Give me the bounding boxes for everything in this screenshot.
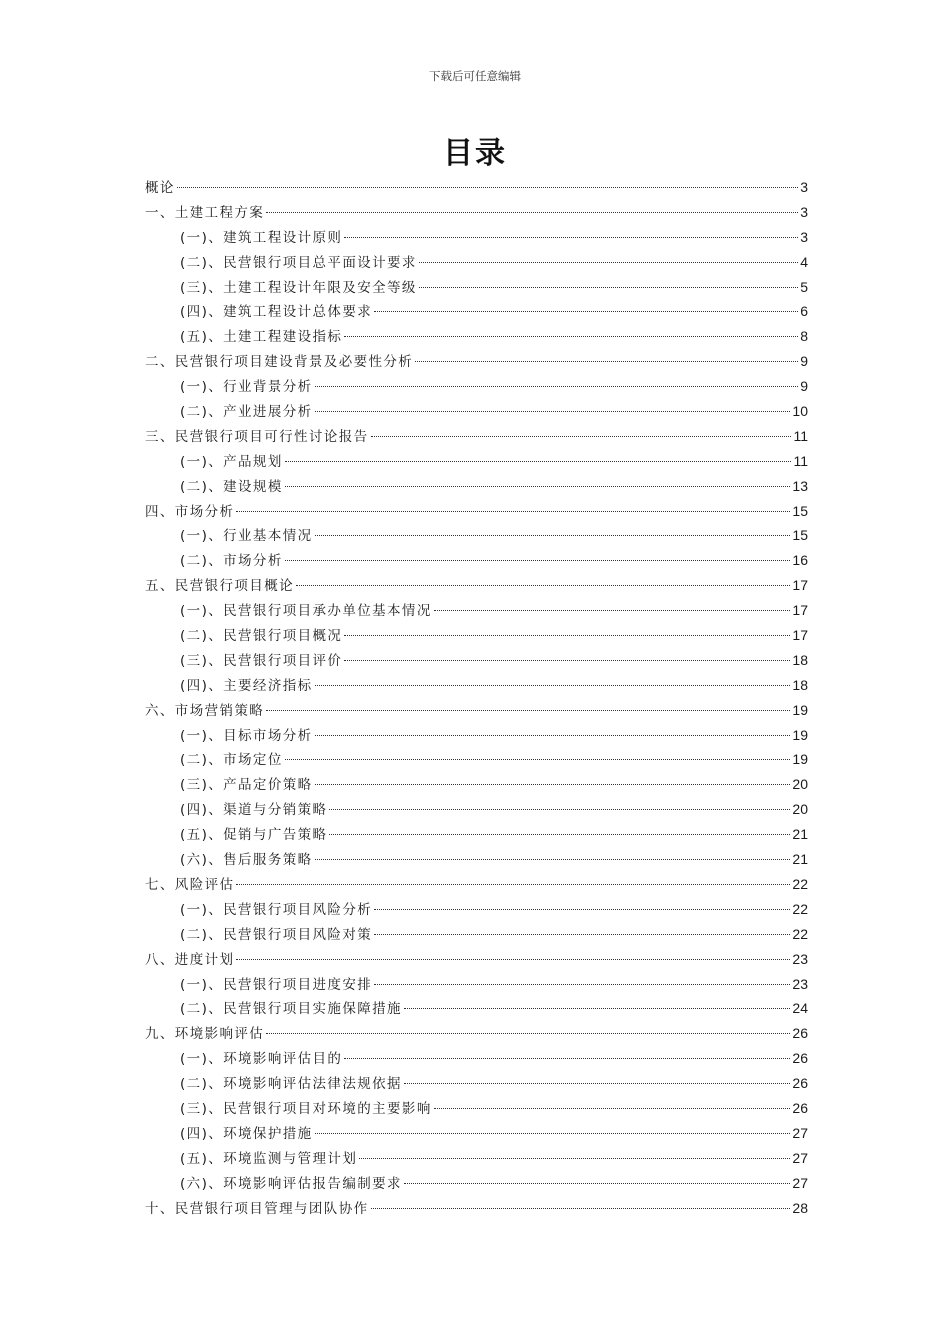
toc-entry[interactable] xyxy=(145,1146,808,1171)
toc-entry[interactable] xyxy=(145,374,808,399)
toc-entry-label: (二)、市场定位 xyxy=(180,752,283,769)
toc-entry-label: (二)、市场分析 xyxy=(180,553,283,570)
dot-leader xyxy=(315,859,791,860)
toc-entry-label: (一)、民营银行项目承办单位基本情况 xyxy=(180,603,432,620)
toc-entry-page-number: 9 xyxy=(800,378,808,395)
toc-entry-label: 一、土建工程方案 xyxy=(145,204,265,221)
toc-entry[interactable] xyxy=(145,474,808,499)
toc-entry-page-number: 26 xyxy=(792,1050,808,1067)
toc-entry-page-number: 17 xyxy=(792,627,808,644)
toc-entry[interactable] xyxy=(145,523,808,548)
toc-entry[interactable] xyxy=(145,1096,808,1121)
toc-entry-page-number: 24 xyxy=(792,1000,808,1017)
toc-entry-label: (一)、目标市场分析 xyxy=(180,727,313,744)
toc-entry[interactable] xyxy=(145,1121,808,1146)
toc-entry-page-number: 23 xyxy=(792,975,808,992)
toc-entry[interactable] xyxy=(145,573,808,598)
toc-entry-page-number: 8 xyxy=(800,328,808,345)
dot-leader xyxy=(236,511,790,512)
toc-entry-label: (三)、产品定价策略 xyxy=(180,777,313,794)
toc-entry-page-number: 19 xyxy=(792,726,808,743)
toc-entry-label: (四)、主要经济指标 xyxy=(180,677,313,694)
toc-entry-page-number: 3 xyxy=(800,179,808,195)
toc-entry-label: (二)、产业进展分析 xyxy=(180,404,313,421)
toc-entry-page-number: 3 xyxy=(800,203,808,220)
toc-entry[interactable] xyxy=(145,996,808,1021)
toc-entry-label: (二)、环境影响评估法律法规依据 xyxy=(180,1076,402,1093)
toc-entry-label: (六)、环境影响评估报告编制要求 xyxy=(180,1175,402,1192)
toc-entry-label: (二)、民营银行项目实施保障措施 xyxy=(180,1001,402,1018)
toc-entry-label: (五)、促销与广告策略 xyxy=(180,827,328,844)
dot-leader xyxy=(434,1108,791,1109)
toc-entry[interactable] xyxy=(145,897,808,922)
toc-entry-page-number: 20 xyxy=(792,801,808,818)
toc-entry[interactable] xyxy=(145,250,808,275)
toc-entry-page-number: 26 xyxy=(792,1099,808,1116)
dot-leader xyxy=(374,984,790,985)
dot-leader xyxy=(236,884,790,885)
header-note: 下载后可任意编辑 xyxy=(429,69,521,83)
toc-entry[interactable] xyxy=(145,872,808,897)
dot-leader xyxy=(374,311,798,312)
toc-entry-label: 十、民营银行项目管理与团队协作 xyxy=(145,1200,369,1217)
dot-leader xyxy=(296,585,790,586)
toc-entry[interactable] xyxy=(145,1196,808,1221)
toc-entry[interactable] xyxy=(145,723,808,748)
toc-entry[interactable] xyxy=(145,399,808,424)
toc-entry-label: (二)、建设规模 xyxy=(180,478,283,495)
toc-entry-page-number: 22 xyxy=(792,875,808,892)
dot-leader xyxy=(315,685,791,686)
toc-entry-label: (三)、土建工程设计年限及安全等级 xyxy=(180,279,417,296)
dot-leader xyxy=(404,1008,790,1009)
dot-leader xyxy=(434,610,791,611)
dot-leader xyxy=(315,386,799,387)
toc-title: 目录 xyxy=(443,136,507,171)
dot-leader xyxy=(371,1208,791,1209)
toc-entry-label: (四)、建筑工程设计总体要求 xyxy=(180,304,373,321)
toc-entry-label: (五)、环境监测与管理计划 xyxy=(180,1150,358,1167)
toc-entry-page-number: 22 xyxy=(792,925,808,942)
dot-leader xyxy=(404,1183,790,1184)
dot-leader xyxy=(374,909,790,910)
toc-entry[interactable] xyxy=(145,299,808,324)
toc-entry-page-number: 11 xyxy=(793,452,808,469)
dot-leader xyxy=(177,187,798,188)
dot-leader xyxy=(371,436,792,437)
toc-entry[interactable] xyxy=(145,623,808,648)
toc-entry-page-number: 20 xyxy=(792,776,808,793)
toc-entry-label: 三、民营银行项目可行性讨论报告 xyxy=(145,428,369,445)
toc-entry-label: (三)、民营银行项目评价 xyxy=(180,652,343,669)
dot-leader xyxy=(404,1083,790,1084)
toc-entry-label: (一)、行业背景分析 xyxy=(180,379,313,396)
toc-entry[interactable] xyxy=(145,175,808,200)
toc-entry[interactable] xyxy=(145,673,808,698)
dot-leader xyxy=(419,287,798,288)
dot-leader xyxy=(315,411,791,412)
toc-entry[interactable] xyxy=(145,772,808,797)
toc-entry-label: 九、环境影响评估 xyxy=(145,1026,265,1043)
toc-entry[interactable] xyxy=(145,200,808,225)
toc-entry-label: (四)、环境保护措施 xyxy=(180,1125,313,1142)
toc-entry[interactable] xyxy=(145,225,808,250)
toc-entry-label: (二)、民营银行项目总平面设计要求 xyxy=(180,254,417,271)
toc-entry-page-number: 22 xyxy=(792,900,808,917)
toc-entry-label: 六、市场营销策略 xyxy=(145,702,265,719)
dot-leader xyxy=(344,336,798,337)
dot-leader xyxy=(329,834,790,835)
dot-leader xyxy=(315,535,791,536)
dot-leader xyxy=(266,212,798,213)
toc-entry-page-number: 19 xyxy=(792,701,808,718)
toc-entry-page-number: 21 xyxy=(792,826,808,843)
toc-entry-label: (二)、民营银行项目概况 xyxy=(180,628,343,645)
toc-entry[interactable] xyxy=(145,747,808,772)
dot-leader xyxy=(285,461,792,462)
toc-entry[interactable] xyxy=(145,499,808,524)
toc-entry-page-number: 21 xyxy=(792,851,808,868)
toc-entry-page-number: 28 xyxy=(792,1199,808,1216)
toc-entry-label: 八、进度计划 xyxy=(145,951,235,968)
toc-entry-label: (二)、民营银行项目风险对策 xyxy=(180,926,373,943)
toc-entry-label: 五、民营银行项目概论 xyxy=(145,578,294,595)
toc-entry-page-number: 26 xyxy=(792,1025,808,1042)
toc-entry-label: 概论 xyxy=(145,180,175,196)
toc-entry[interactable] xyxy=(145,449,808,474)
toc-entry-page-number: 6 xyxy=(800,303,808,320)
toc-entry[interactable] xyxy=(145,648,808,673)
toc-entry-page-number: 17 xyxy=(792,602,808,619)
toc-entry-label: (五)、土建工程建设指标 xyxy=(180,329,343,346)
toc-entry-label: (一)、行业基本情况 xyxy=(180,528,313,545)
dot-leader xyxy=(344,1058,790,1059)
toc-entry-page-number: 27 xyxy=(792,1149,808,1166)
toc-entry-page-number: 13 xyxy=(792,477,808,494)
toc-entry[interactable] xyxy=(145,324,808,349)
toc-entry-page-number: 15 xyxy=(792,502,808,519)
toc-entry-page-number: 10 xyxy=(792,403,808,420)
dot-leader xyxy=(344,660,790,661)
toc-entry-page-number: 4 xyxy=(800,253,808,270)
dot-leader xyxy=(285,759,791,760)
toc-entry-label: (四)、渠道与分销策略 xyxy=(180,802,328,819)
toc-entry[interactable] xyxy=(145,797,808,822)
toc-entry-label: (一)、民营银行项目风险分析 xyxy=(180,901,373,918)
toc-entry-label: 二、民营银行项目建设背景及必要性分析 xyxy=(145,354,414,371)
toc-entry[interactable] xyxy=(145,1021,808,1046)
toc-entry-page-number: 5 xyxy=(800,278,808,295)
toc-entry[interactable] xyxy=(145,349,808,374)
toc-entry[interactable] xyxy=(145,822,808,847)
toc-entry-page-number: 3 xyxy=(800,228,808,245)
dot-leader xyxy=(374,934,790,935)
toc-entry-page-number: 11 xyxy=(793,427,808,444)
toc-entry-page-number: 27 xyxy=(792,1124,808,1141)
toc-entry-page-number: 23 xyxy=(792,950,808,967)
dot-leader xyxy=(359,1158,790,1159)
dot-leader xyxy=(285,560,791,561)
toc-entry-label: (六)、售后服务策略 xyxy=(180,852,313,869)
dot-leader xyxy=(315,735,791,736)
toc-entry-label: (一)、产品规划 xyxy=(180,453,283,470)
toc-entry[interactable] xyxy=(145,275,808,300)
toc-entry-page-number: 26 xyxy=(792,1075,808,1092)
dot-leader xyxy=(236,959,790,960)
toc-entry[interactable] xyxy=(145,548,808,573)
toc-entry[interactable] xyxy=(145,1171,808,1196)
dot-leader xyxy=(329,809,790,810)
toc-entry-page-number: 17 xyxy=(792,577,808,594)
toc-entry-page-number: 16 xyxy=(792,552,808,569)
toc-entry[interactable] xyxy=(145,1071,808,1096)
toc-entry[interactable] xyxy=(145,847,808,872)
dot-leader xyxy=(315,784,791,785)
toc-entry[interactable] xyxy=(145,598,808,623)
toc-entry[interactable] xyxy=(145,1046,808,1071)
toc-entry-label: (一)、建筑工程设计原则 xyxy=(180,229,343,246)
toc-entry[interactable] xyxy=(145,922,808,947)
dot-leader xyxy=(266,710,790,711)
dot-leader xyxy=(344,635,790,636)
toc-entry-page-number: 18 xyxy=(792,676,808,693)
dot-leader xyxy=(344,237,798,238)
dot-leader xyxy=(266,1033,790,1034)
toc-entry-label: 四、市场分析 xyxy=(145,503,235,520)
dot-leader xyxy=(415,361,798,362)
toc-entry[interactable] xyxy=(145,947,808,972)
toc-entry-label: (一)、民营银行项目进度安排 xyxy=(180,976,373,993)
toc-entry-page-number: 9 xyxy=(800,353,808,370)
toc-entry[interactable] xyxy=(145,424,808,449)
toc-entry-page-number: 27 xyxy=(792,1174,808,1191)
toc-entry-label: 七、风险评估 xyxy=(145,876,235,893)
toc-entry[interactable] xyxy=(145,698,808,723)
dot-leader xyxy=(285,486,791,487)
dot-leader xyxy=(315,1133,791,1134)
toc-entry-page-number: 15 xyxy=(792,527,808,544)
table-of-contents xyxy=(145,175,808,1220)
toc-entry[interactable] xyxy=(145,972,808,997)
toc-entry-page-number: 19 xyxy=(792,751,808,768)
toc-entry-label: (一)、环境影响评估目的 xyxy=(180,1051,343,1068)
toc-entry-page-number: 18 xyxy=(792,651,808,668)
dot-leader xyxy=(419,262,798,263)
toc-entry-label: (三)、民营银行项目对环境的主要影响 xyxy=(180,1100,432,1117)
